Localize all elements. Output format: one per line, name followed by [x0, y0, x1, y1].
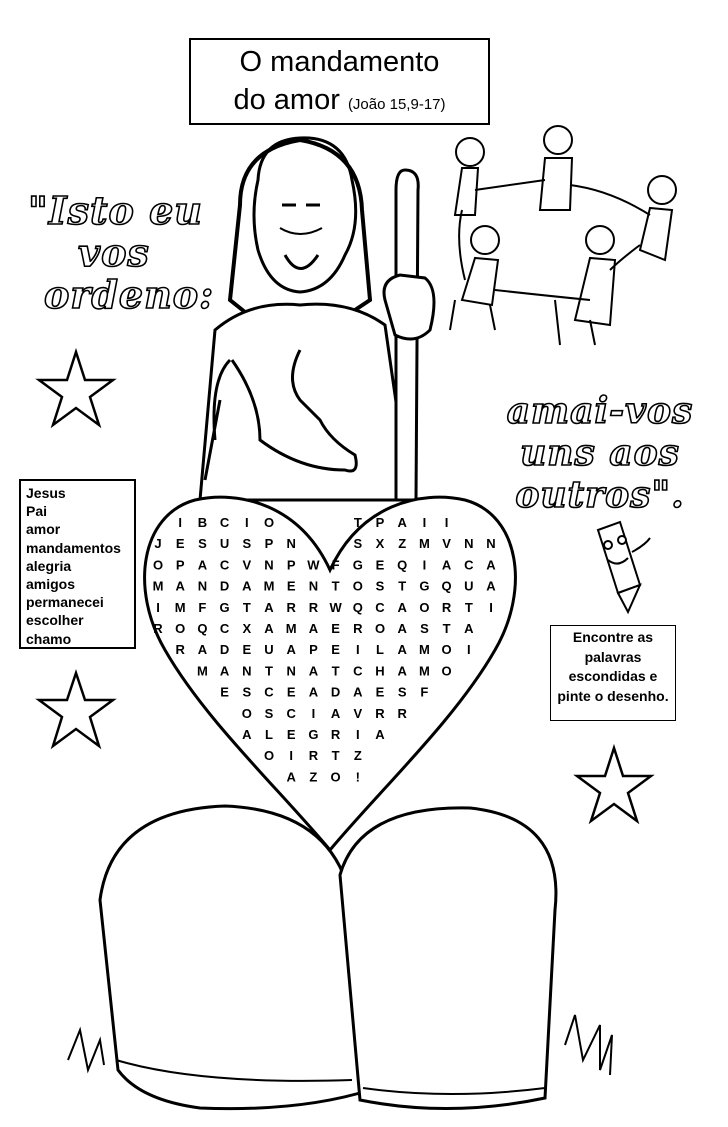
grid-letter: W: [307, 557, 320, 573]
word-list-item: amor: [26, 521, 61, 538]
grid-letter: Q: [352, 599, 363, 615]
grid-letter: !: [355, 769, 360, 785]
grid-letter: F: [420, 684, 429, 700]
quote-left: [28, 190, 214, 316]
grid-letter: R: [308, 599, 319, 615]
grid-letter: I: [178, 515, 183, 530]
grid-letter: J: [154, 536, 162, 552]
grid-letter: S: [242, 684, 252, 700]
jesus-figure: [200, 138, 434, 500]
scripture-reference: (João 15,9-17): [347, 96, 446, 113]
grid-letter: P: [375, 515, 385, 530]
grid-letter: O: [374, 621, 386, 636]
grid-letter: A: [397, 663, 407, 679]
grid-letter: N: [242, 663, 252, 679]
grid-letter: N: [286, 536, 296, 552]
grid-letter: A: [286, 769, 296, 785]
grid-letter: D: [219, 642, 230, 658]
grid-letter: B: [197, 515, 208, 530]
grid-letter: N: [197, 578, 208, 594]
grid-letter: E: [375, 557, 385, 573]
grid-letter: A: [175, 578, 185, 594]
grid-letter: I: [355, 727, 360, 742]
star-icon: [39, 352, 113, 425]
grid-letter: F: [198, 599, 207, 615]
grid-letter: M: [263, 578, 275, 594]
grid-letter: G: [308, 727, 319, 742]
grid-letter: O: [352, 578, 363, 594]
grid-letter: P: [264, 536, 274, 552]
grid-letter: Z: [398, 536, 407, 552]
grid-letter: M: [174, 599, 186, 615]
grid-letter: E: [286, 578, 296, 594]
grid-letter: Z: [309, 769, 318, 785]
grid-letter: T: [464, 599, 473, 615]
grid-letter: T: [442, 621, 451, 636]
grid-letter: N: [464, 536, 474, 552]
grid-letter: A: [397, 642, 407, 658]
word-list-item: mandamentos: [26, 539, 121, 556]
grid-letter: Q: [197, 621, 208, 636]
grid-letter: S: [242, 536, 252, 552]
grid-letter: H: [375, 663, 385, 679]
grid-letter: A: [486, 578, 496, 594]
grid-letter: O: [175, 621, 186, 636]
grid-letter: N: [264, 557, 274, 573]
grid-letter: A: [486, 557, 496, 573]
grid-letter: I: [422, 515, 427, 530]
quote-line: uns aos: [520, 432, 680, 474]
grid-letter: C: [353, 663, 363, 679]
word-list-item: alegria: [26, 557, 72, 574]
quote-line: ordeno:: [44, 272, 215, 317]
stone-tablets: [68, 806, 612, 1109]
grid-letter: N: [486, 536, 496, 552]
grid-letter: A: [242, 578, 252, 594]
grid-letter: M: [418, 663, 430, 679]
instructions-box: Encontre as palavras escondidas e pinte o desenho.: [550, 625, 676, 721]
grid-letter: R: [286, 599, 296, 615]
grid-letter: C: [375, 599, 385, 615]
grid-letter: C: [464, 557, 474, 573]
grid-letter: A: [219, 663, 230, 679]
grid-letter: D: [330, 684, 341, 700]
grid-letter: G: [219, 599, 230, 615]
grid-letter: E: [331, 642, 340, 658]
grid-letter: N: [286, 663, 296, 679]
grid-letter: E: [375, 684, 385, 700]
grid-letter: S: [198, 536, 207, 552]
grid-letter: R: [441, 599, 452, 615]
grid-letter: O: [330, 769, 341, 785]
grid-letter: O: [419, 599, 430, 615]
grid-letter: M: [418, 642, 430, 658]
quote-line: vos: [78, 230, 150, 275]
grid-letter: O: [263, 748, 275, 764]
grid-letter: I: [289, 748, 294, 764]
grid-letter: A: [197, 642, 208, 658]
page-title-suffix: do amor: [233, 84, 340, 116]
grid-letter: R: [308, 748, 319, 764]
grid-letter: Z: [353, 748, 362, 764]
word-search-heart: [145, 497, 516, 850]
star-icon: [577, 748, 651, 821]
grid-letter: A: [308, 684, 319, 700]
grid-letter: O: [263, 515, 275, 530]
grid-letter: V: [242, 557, 252, 573]
pencil-mascot: [598, 522, 650, 612]
grid-letter: U: [464, 578, 474, 594]
word-list-item: Jesus: [26, 485, 66, 501]
grid-letter: Q: [397, 557, 408, 573]
grid-letter: A: [330, 705, 341, 721]
grid-letter: A: [308, 621, 319, 636]
word-list-item: amigos: [26, 576, 76, 593]
grid-letter: Q: [441, 578, 452, 594]
grid-letter: M: [418, 536, 430, 552]
grid-letter: G: [352, 557, 363, 573]
grid-letter: P: [175, 557, 185, 573]
grid-letter: S: [397, 684, 407, 700]
grid-letter: I: [489, 599, 493, 615]
grid-letter: R: [175, 642, 185, 658]
grid-letter: A: [353, 684, 363, 700]
quote-right: [505, 390, 695, 516]
grid-letter: R: [375, 705, 385, 721]
star-icon: [39, 673, 113, 746]
grid-letter: E: [242, 642, 252, 658]
grid-letter: P: [286, 557, 296, 573]
grid-letter: G: [419, 578, 430, 594]
grid-letter: R: [153, 621, 163, 636]
grid-letter: A: [197, 557, 208, 573]
grid-letter: I: [466, 642, 471, 658]
grid-letter: E: [286, 727, 296, 742]
grid-letter: C: [264, 684, 274, 700]
grid-letter: X: [375, 536, 385, 552]
grid-letter: A: [264, 621, 274, 636]
grid-letter: E: [175, 536, 185, 552]
grid-letter: S: [264, 705, 274, 721]
grid-letter: V: [442, 536, 451, 552]
grid-letter: N: [308, 578, 319, 594]
grid-letter: R: [330, 727, 341, 742]
grid-letter: R: [397, 705, 407, 721]
grid-letter: M: [285, 621, 297, 636]
grid-letter: F: [331, 557, 340, 573]
grid-letter: C: [219, 557, 230, 573]
grid-letter: S: [420, 621, 429, 636]
grid-letter: I: [311, 705, 316, 721]
grid-letter: A: [441, 557, 452, 573]
page-title-line2: [191, 84, 488, 117]
grid-letter: I: [244, 515, 249, 530]
grid-letter: A: [264, 599, 274, 615]
grid-letter: T: [331, 578, 340, 594]
grid-letter: O: [241, 705, 252, 721]
grid-letter: I: [444, 515, 449, 530]
grid-letter: V: [353, 705, 363, 721]
title-box: [189, 38, 490, 125]
grid-letter: C: [219, 621, 230, 636]
grid-letter: E: [331, 621, 340, 636]
grid-letter: A: [286, 642, 296, 658]
grid-letter: S: [375, 578, 385, 594]
grid-letter: A: [242, 727, 252, 742]
grid-letter: U: [219, 536, 230, 552]
grid-letter: O: [441, 642, 452, 658]
grid-letter: W: [329, 599, 342, 615]
grid-letter: A: [397, 621, 407, 636]
word-list-item: chamo: [26, 630, 72, 647]
grid-letter: C: [286, 705, 296, 721]
grid-letter: X: [242, 621, 252, 636]
grid-letter: T: [331, 663, 340, 679]
grid-letter: I: [422, 557, 427, 573]
grid-letter: I: [156, 599, 160, 615]
grid-letter: C: [219, 515, 230, 530]
grid-letter: A: [464, 621, 474, 636]
grid-letter: R: [353, 621, 363, 636]
grid-letter: I: [355, 642, 360, 658]
quote-line: amai-vos: [506, 390, 694, 432]
grid-letter: T: [353, 515, 362, 530]
grid-letter: L: [265, 727, 273, 742]
grid-letter: U: [264, 642, 274, 658]
grid-letter: T: [265, 663, 273, 679]
grid-letter: M: [196, 663, 208, 679]
grid-letter: E: [286, 684, 296, 700]
children-dancing-circle: [450, 126, 676, 345]
grid-letter: P: [309, 642, 318, 658]
grid-letter: E: [220, 684, 229, 700]
grid-letter: O: [152, 557, 164, 573]
word-list-box: [19, 479, 136, 649]
grid-letter: L: [376, 642, 384, 658]
grid-letter: S: [353, 536, 363, 552]
grid-letter: T: [398, 578, 407, 594]
quote-line: "Isto eu: [28, 188, 203, 233]
grid-letter: M: [152, 578, 164, 594]
grid-letter: T: [242, 599, 251, 615]
grid-letter: A: [375, 727, 385, 742]
grid-letter: T: [331, 748, 340, 764]
page-title: O mandamento: [239, 46, 440, 78]
word-list-item: permanecei: [26, 594, 104, 611]
word-list-item: escolher: [26, 612, 84, 629]
word-list-item: Pai: [26, 503, 48, 520]
grid-letter: D: [219, 578, 230, 594]
grid-letter: A: [397, 515, 407, 530]
quote-line: outros".: [515, 474, 685, 516]
grid-letter: O: [441, 663, 452, 679]
grid-letter: A: [397, 599, 407, 615]
grid-letter: A: [308, 663, 319, 679]
